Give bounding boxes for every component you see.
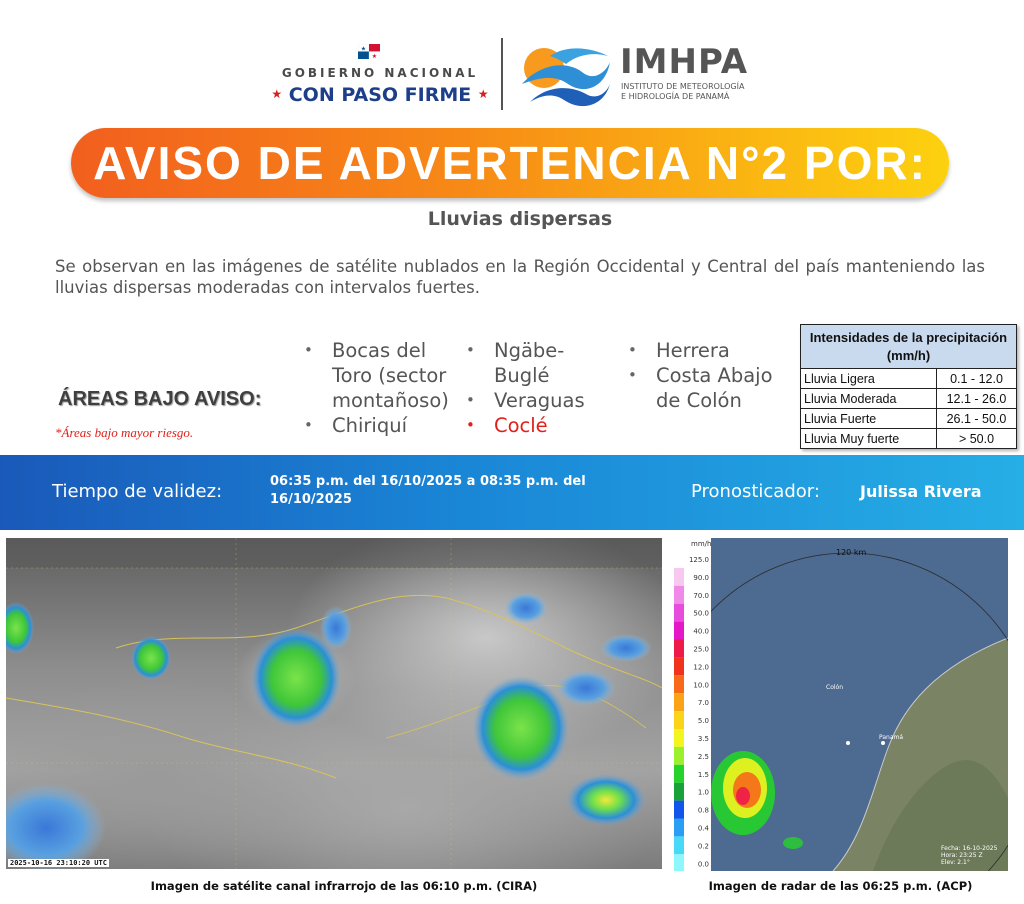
radar-scale-label: 3.5 [697, 735, 709, 743]
intensity-label: Lluvia Muy fuerte [801, 429, 937, 449]
intensity-value: 12.1 - 26.0 [937, 389, 1017, 409]
imhpa-subtitle-line1: INSTITUTO DE METEOROLOGÍA [621, 82, 745, 91]
satellite-timestamp: 2025-10-16 23:10:20 UTC [10, 859, 107, 867]
radar-city-colon: Colón [826, 684, 844, 691]
gobierno-nacional-logo [270, 42, 490, 112]
radar-scale-label: 2.5 [697, 752, 709, 761]
radar-scale-label: 0.4 [697, 824, 709, 833]
radar-scale-label: 5.0 [697, 717, 709, 726]
area-item: • Ngäbe-Buglé [464, 338, 614, 388]
forecaster-label: Pronosticador: [691, 481, 820, 502]
radar-scale-label: 1.0 [697, 788, 709, 797]
intensity-label: Lluvia Ligera [801, 369, 937, 389]
radar-color-scale [673, 538, 711, 871]
radar-range-label: 120 km [836, 548, 867, 557]
areas-column-2 [464, 338, 614, 438]
intensity-value: 0.1 - 12.0 [937, 369, 1017, 389]
imhpa-subtitle-line2: E HIDROLOGÍA DE PANAMÁ [621, 92, 730, 101]
radar-city-panama: Panamá [879, 734, 904, 741]
radar-scale-swatch [674, 568, 684, 586]
validity-bar [0, 455, 1024, 530]
radar-scale-swatch [674, 819, 684, 837]
radar-info [941, 845, 997, 866]
area-item-high-risk: • Coclé [464, 413, 614, 438]
radar-scale-swatch [674, 729, 684, 747]
radar-scale-swatch [674, 854, 684, 871]
forecaster-name: Julissa Rivera [860, 482, 982, 501]
table-row [801, 409, 1017, 429]
radar-info-hora: Hora: 23:25 Z [941, 852, 983, 859]
radar-scale-swatch [674, 836, 684, 854]
imhpa-logo [520, 42, 760, 108]
con-paso-firme-text [270, 84, 490, 106]
radar-scale-swatch [674, 747, 684, 765]
areas-note: *Áreas bajo mayor riesgo. [55, 425, 194, 440]
radar-scale-swatch [674, 765, 684, 783]
intensity-label: Lluvia Moderada [801, 389, 937, 409]
header-divider [501, 38, 503, 110]
radar-image [673, 538, 1008, 871]
star-icon: ★ [477, 87, 489, 101]
radar-info-fecha: Fecha: 16-10-2025 [941, 845, 998, 852]
radar-overlay [673, 538, 1008, 871]
radar-scale-label: 12.0 [693, 663, 709, 672]
radar-scale-swatch [674, 604, 684, 622]
area-item: • Bocas del Toro (sector montañoso) [302, 338, 472, 413]
radar-info-elev: Elev: 2.1° [941, 859, 970, 866]
radar-scale-label: 0.2 [697, 842, 709, 851]
radar-scale-label: 70.0 [693, 591, 709, 600]
radar-scale-label: 7.0 [697, 699, 709, 708]
radar-echo-cluster [711, 751, 803, 849]
intensity-table-header: Intensidades de la precipitación (mm/h) [801, 325, 1017, 369]
area-item: • Chiriquí [302, 413, 472, 438]
radar-units: mm/h [691, 540, 712, 548]
panama-flag-icon [358, 44, 380, 59]
radar-caption: Imagen de radar de las 06:25 p.m. (ACP) [708, 879, 973, 893]
radar-scale-swatch [674, 550, 684, 568]
radar-scale-swatch [674, 711, 684, 729]
warning-title: AVISO DE ADVERTENCIA N°2 POR: [93, 137, 927, 189]
imhpa-name: IMHPA [620, 42, 749, 82]
radar-scale-swatch [674, 586, 684, 604]
satellite-caption: Imagen de satélite canal infrarrojo de las 06:10 p.m. (CIRA) [150, 879, 538, 893]
radar-scale-label: 0.0 [697, 860, 709, 869]
radar-scale-svg [673, 538, 711, 871]
radar-scale-label: 50.0 [693, 609, 709, 618]
gobierno-nacional-text: GOBIERNO NACIONAL [281, 66, 479, 80]
intensity-table-header-row [801, 325, 1017, 369]
area-item: • Herrera [626, 338, 796, 363]
radar-scale-swatch [674, 801, 684, 819]
radar-scale-swatch [674, 657, 684, 675]
satellite-overlay [6, 538, 662, 869]
radar-scale-label: 125.0 [688, 556, 709, 564]
star-icon: ★ [271, 87, 283, 101]
intensity-table [800, 324, 1017, 449]
warning-banner [71, 128, 949, 198]
table-row [801, 369, 1017, 389]
areas-label: ÁREAS BAJO AVISO: [58, 388, 262, 410]
area-item: • Costa Abajo de Colón [626, 363, 796, 413]
radar-scale-label: 0.8 [697, 806, 709, 815]
radar-scale-label: 40.0 [693, 627, 709, 636]
radar-scale-swatch [674, 640, 684, 658]
radar-scale-label: 1.5 [697, 770, 709, 779]
imhpa-wave-icon [520, 42, 612, 108]
areas-column-1 [302, 338, 472, 438]
radar-scale-label: 10.0 [693, 681, 709, 690]
intensity-label: Lluvia Fuerte [801, 409, 937, 429]
radar-scale-swatch [674, 783, 684, 801]
table-row [801, 389, 1017, 409]
satellite-image [6, 538, 662, 869]
validity-value: 06:35 p.m. del 16/10/2025 a 08:35 p.m. del 16/10/2025 [270, 474, 586, 507]
warning-description: Se observan en las imágenes de satélite nublados en la Región Occidental y Central del país manteniendo las lluvias dispersas moderadas con intervalos fuertes. [55, 257, 985, 297]
svg-text:★: ★ [360, 45, 367, 53]
con-paso-firme-label: CON PASO FIRME [288, 84, 472, 106]
table-row [801, 429, 1017, 449]
radar-scale-swatch [674, 675, 684, 693]
radar-scale-swatch [674, 693, 684, 711]
warning-subtitle: Lluvias dispersas [427, 208, 613, 230]
areas-column-3 [626, 338, 796, 413]
validity-label: Tiempo de validez: [52, 481, 223, 502]
imhpa-subtitle [621, 82, 744, 102]
area-item: • Veraguas [464, 388, 614, 413]
radar-scale-swatch [674, 622, 684, 640]
radar-scale-label: 90.0 [693, 573, 709, 582]
svg-text:★: ★ [371, 53, 378, 59]
intensity-value: > 50.0 [937, 429, 1017, 449]
radar-scale-label: 25.0 [693, 645, 709, 654]
intensity-value: 26.1 - 50.0 [937, 409, 1017, 429]
